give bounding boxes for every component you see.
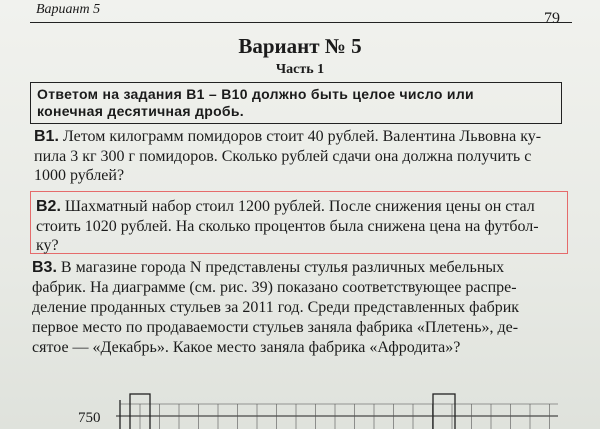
- task-b2-line-3: ку?: [36, 237, 59, 254]
- task-b2-text-1: Шахматный набор стоил 1200 рублей. После снижения цены он стал: [64, 198, 535, 215]
- task-b3-line-2: фабрик. На диаграмме (см. рис. 39) показано соответствующее распре-: [32, 279, 517, 296]
- task-b3-line-5: сятое — «Декабрь». Какое место заняла фабрика «Афродита»?: [32, 339, 461, 356]
- task-b2-number: В2.: [36, 198, 61, 215]
- task-b3-text-1: В магазине города N представлены стулья различных мебельных: [60, 259, 505, 276]
- part-label: Часть 1: [275, 62, 325, 77]
- task-b1-line-2: пила 3 кг 300 г помидоров. Сколько рублей сдачи она должна получить с: [34, 147, 532, 165]
- header-rule: [30, 22, 572, 23]
- chart-fragment: [78, 392, 568, 429]
- task-b2-line-2: стоить 1020 рублей. На сколько процентов была снижена цена на футбол-: [36, 217, 539, 235]
- task-b2: [36, 197, 562, 256]
- task-b3: [32, 258, 562, 358]
- task-b1-line-1: [34, 127, 560, 147]
- task-b1-text-1: Летом килограмм помидоров стоит 40 рублей. Валентина Львовна ку-: [62, 128, 542, 145]
- task-b3-line-1: [32, 258, 562, 278]
- task-b3-line-3: деление проданных стульев за 2011 год. Среди представленных фабрик: [32, 299, 520, 316]
- variant-title: Вариант № 5: [238, 34, 362, 58]
- y-tick-label: 750: [78, 410, 101, 426]
- page-number: 79: [544, 10, 560, 27]
- task-b3-number: В3.: [32, 259, 57, 276]
- answer-instructions-box: [30, 82, 562, 124]
- answer-instructions-line-1: Ответом на задания В1 – В10 должно быть целое число или: [37, 86, 474, 102]
- task-b1: [34, 127, 560, 186]
- task-b2-line-1: [36, 197, 562, 217]
- task-b1-number: В1.: [34, 128, 59, 145]
- task-b3-line-4: первое место по продаваемости стульев заняла фабрика «Плетень», де-: [32, 319, 519, 336]
- running-head: Вариант 5: [36, 2, 101, 17]
- answer-instructions-line-2: конечная десятичная дробь.: [37, 103, 244, 119]
- task-b1-line-3: 1000 рублей?: [34, 167, 125, 184]
